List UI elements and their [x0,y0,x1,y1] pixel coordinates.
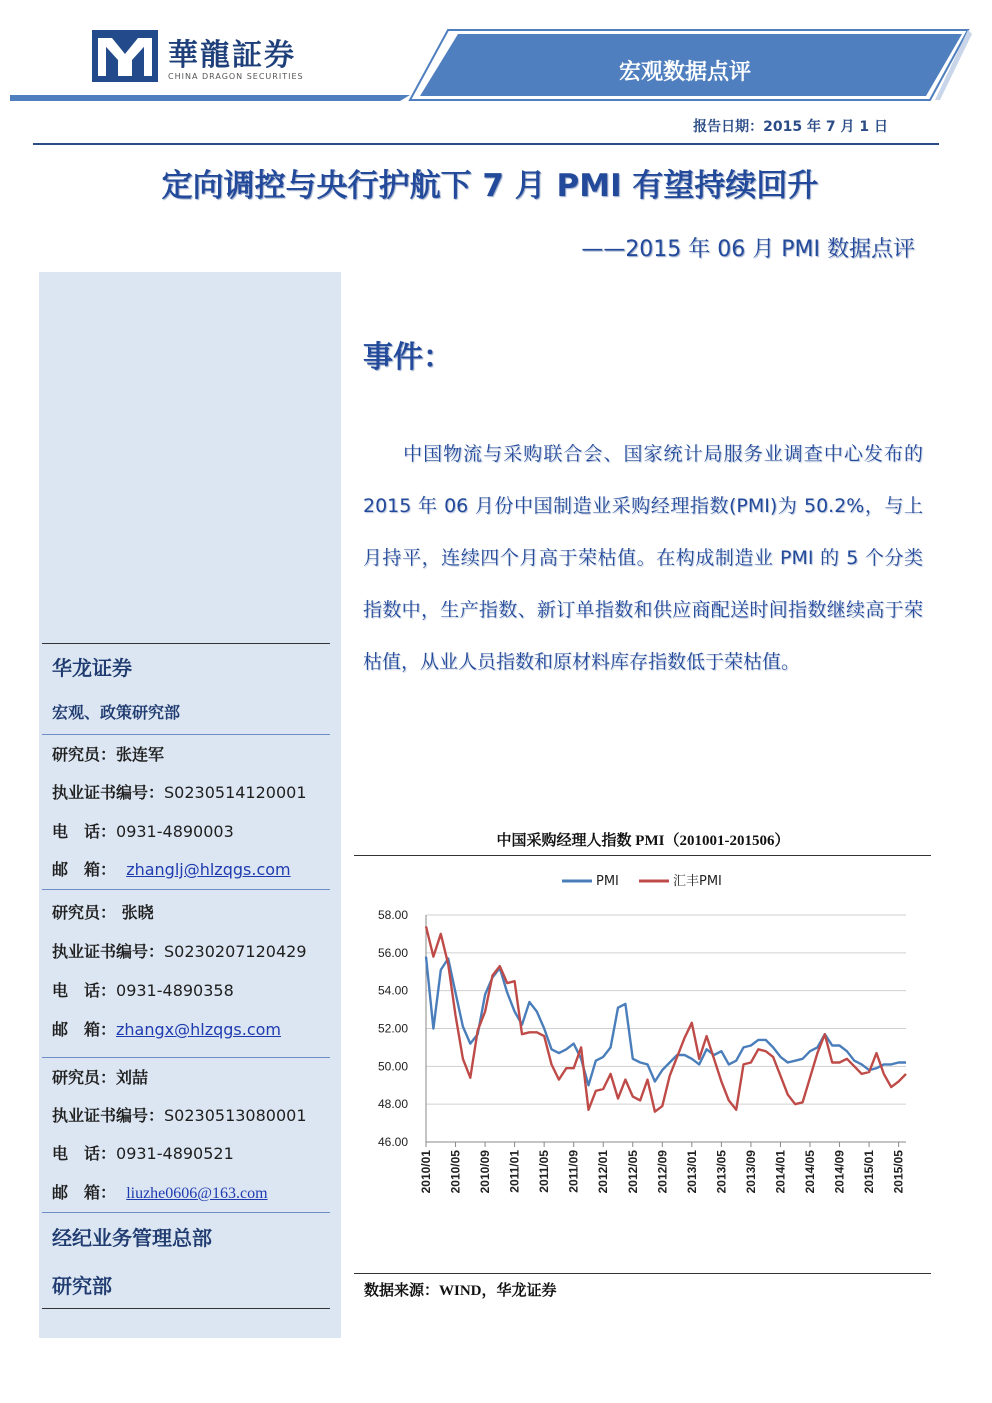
x-tick-label: 2014/05 [803,1150,817,1194]
analyst-cert: 执业证书编号：S0230514120001 [52,783,307,802]
x-tick-label: 2011/05 [537,1150,552,1193]
y-tick-label: 54.00 [377,983,408,998]
x-tick-label: 2010/09 [478,1150,493,1194]
event-body: 中国物流与采购联合会、国家统计局服务业调查中心发布的 2015 年 06 月份中国制造业采购经理指数(PMI)为 50.2%，与上月持平，连续四个月高于荣枯值。在构成制造业 PMI 的 5 个分类指数中，生产指数、新订单指数和供应商配送时间指数继续高于荣枯值，从业人员指数和原材料库存指数低于荣枯值。 [363,443,923,673]
divider [42,734,330,735]
sidebar-company: 华龙证券 [52,656,132,680]
event-heading: 事件： [363,340,453,375]
x-tick-label: 2011/01 [507,1150,522,1193]
divider [354,1273,931,1274]
logo-icon [92,30,158,82]
analyst-email: 邮 箱： liuzhe0606@163.com [52,1183,268,1202]
analyst-phone: 电 话：0931-4890003 [52,822,234,841]
y-tick-label: 52.00 [377,1021,408,1036]
chart-source: 数据来源：WIND，华龙证券 [364,1283,557,1299]
x-tick-label: 2011/09 [566,1150,581,1193]
analyst-phone: 电 话：0931-4890521 [52,1144,234,1163]
y-tick-label: 48.00 [377,1097,408,1112]
x-tick-label: 2015/05 [891,1150,906,1194]
y-tick-label: 50.00 [377,1059,408,1074]
email-link[interactable]: zhangx@hlzqgs.com [116,1020,282,1039]
legend-label: PMI [596,874,619,889]
page-subtitle: ——2015 年 06 月 PMI 数据点评 [581,237,915,262]
analyst-name: 研究员： 张晓 [52,903,154,922]
x-tick-label: 2010/05 [448,1150,463,1194]
x-tick-label: 2013/09 [743,1150,758,1194]
analyst-name: 研究员：张连军 [52,745,165,764]
analyst-phone: 电 话：0931-4890358 [52,981,234,1000]
sidebar-department: 宏观、政策研究部 [52,703,181,722]
y-tick-label: 58.00 [377,908,408,922]
x-tick-label: 2012/05 [625,1150,640,1194]
divider [354,855,931,856]
y-tick-label: 46.00 [377,1135,408,1149]
x-tick-label: 2015/01 [862,1150,877,1194]
pmi-line-chart [354,858,931,1268]
divider [42,1212,330,1213]
x-tick-label: 2013/05 [714,1150,729,1194]
x-tick-label: 2012/09 [655,1150,670,1194]
sidebar-footer-dept: 经纪业务管理总部 [52,1226,212,1250]
header-divider [33,143,939,145]
legend-label: 汇丰PMI [673,874,722,889]
analyst-email: 邮 箱：zhangx@hlzqgs.com [52,1020,282,1039]
analyst-email: 邮 箱： zhanglj@hlzqgs.com [52,860,291,879]
logo-subtext: CHINA DRAGON SECURITIES [168,72,304,81]
series-line-hsbc-pmi [426,926,906,1111]
analyst-cert: 执业证书编号：S0230513080001 [52,1106,307,1125]
email-link[interactable]: zhanglj@hlzqgs.com [126,860,291,879]
report-type-label: 宏观数据点评 [618,60,751,85]
x-tick-label: 2010/01 [419,1150,433,1194]
divider [42,889,330,890]
chart-title: 中国采购经理人指数 PMI（201001-201506） [496,833,790,849]
divider [42,1308,330,1309]
y-tick-label: 56.00 [377,945,408,960]
email-link[interactable]: liuzhe0606@163.com [126,1185,268,1202]
x-tick-label: 2013/01 [684,1150,699,1194]
x-tick-label: 2014/09 [832,1150,847,1194]
logo-text: 華龍証券 [168,38,296,73]
divider [42,1057,330,1058]
x-tick-label: 2014/01 [773,1150,788,1194]
report-date: 报告日期：2015 年 7 月 1 日 [693,119,888,135]
sidebar [39,272,341,1338]
sidebar-footer-unit: 研究部 [52,1274,112,1298]
x-tick-label: 2012/01 [596,1150,611,1194]
analyst-name: 研究员：刘喆 [52,1068,149,1087]
analyst-cert: 执业证书编号：S0230207120429 [52,942,307,961]
divider [42,643,330,644]
page-title: 定向调控与央行护航下 7 月 PMI 有望持续回升 [161,168,819,204]
